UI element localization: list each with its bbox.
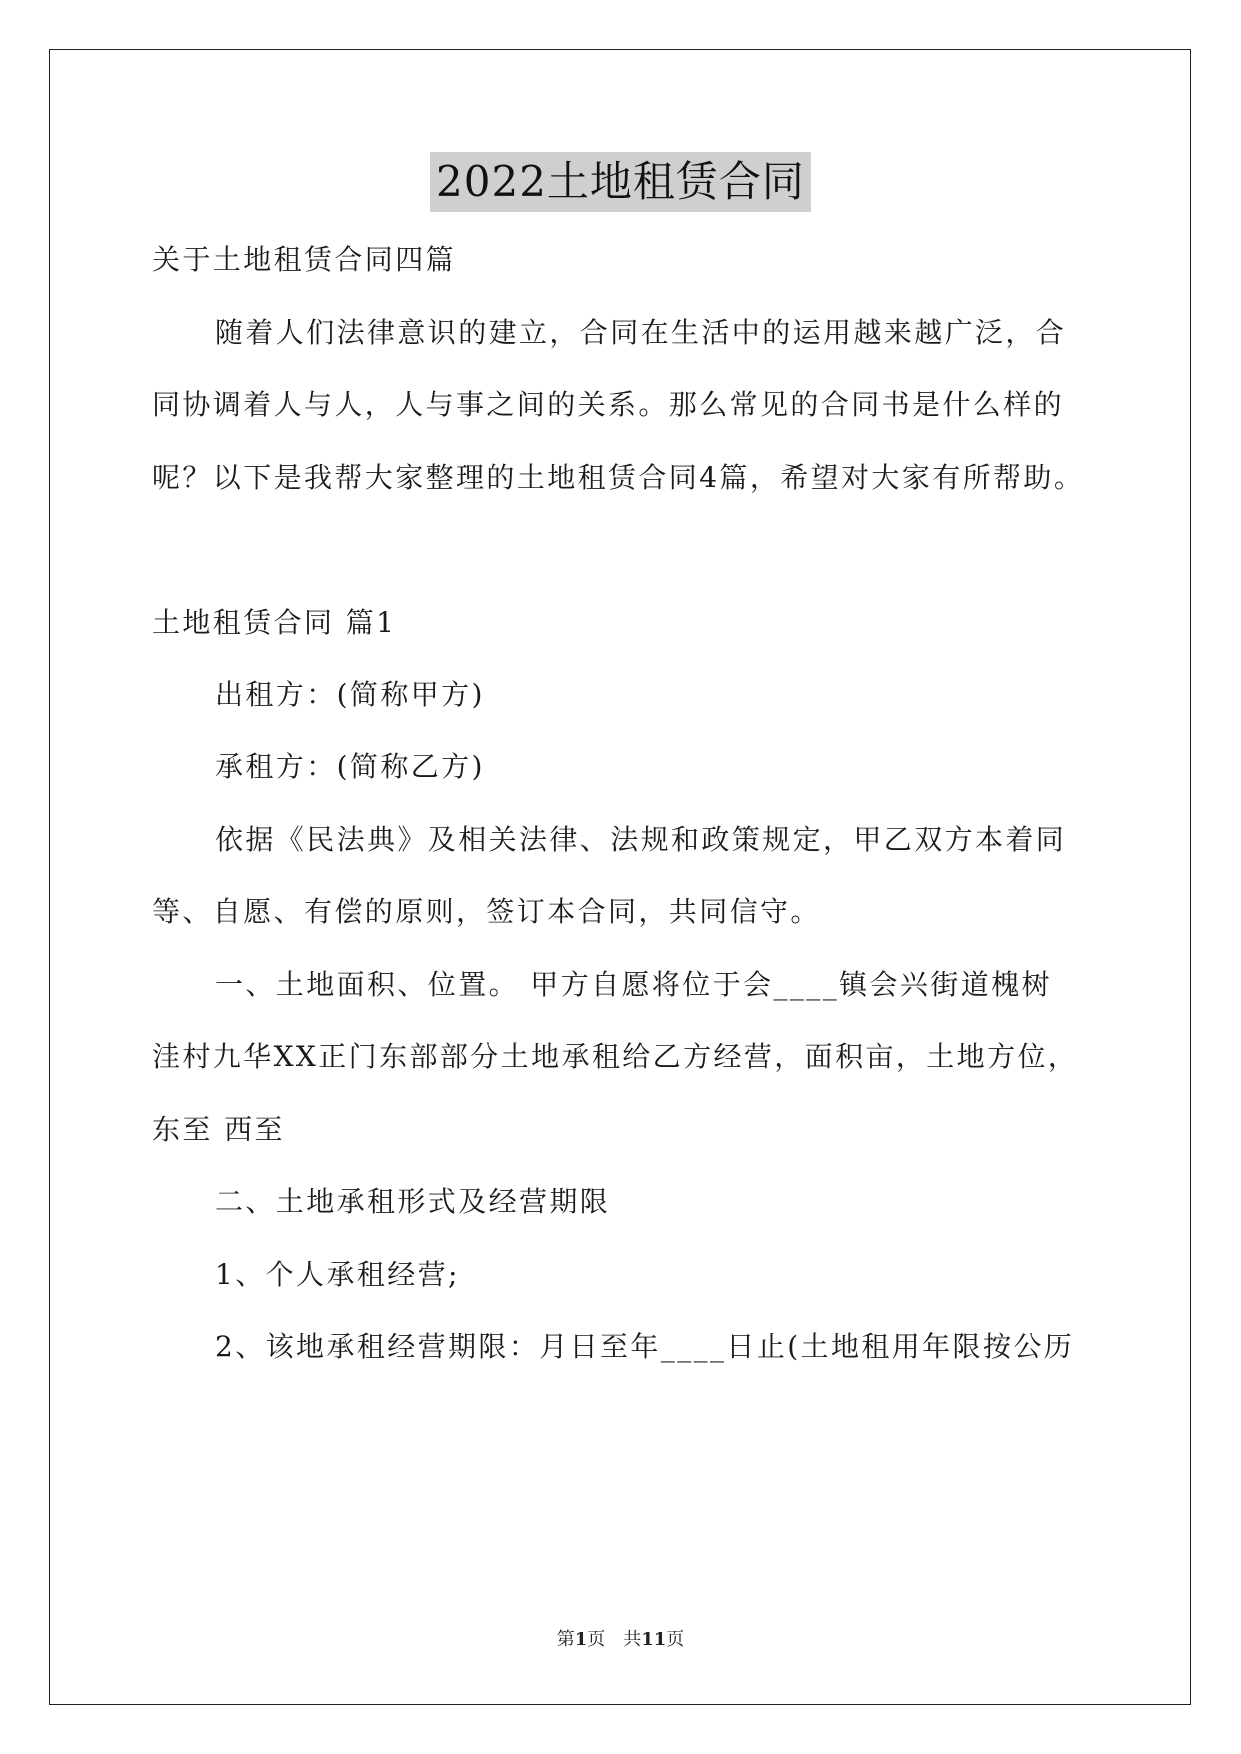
paragraph-line: 随着人们法律意识的建立，合同在生活中的运用越来越广泛，合 [215, 316, 1067, 349]
footer-page-prefix: 第 [556, 1629, 575, 1650]
document-title: 2022土地租赁合同 [430, 152, 811, 212]
paragraph-line: 出租方：(简称甲方) [215, 678, 485, 711]
paragraph-line: 等、自愿、有偿的原则，签订本合同，共同信守。 [152, 895, 821, 928]
paragraph-line: 2、该地承租经营期限：月日至年____日止(土地租用年限按公历 [215, 1330, 1075, 1363]
footer-page-current: 1 [574, 1629, 588, 1650]
footer-total-suffix: 页 [666, 1629, 685, 1650]
footer-page-total: 11 [641, 1629, 667, 1650]
paragraph-line: 承租方：(简称乙方) [215, 750, 485, 783]
paragraph-line: 依据《民法典》及相关法律、法规和政策规定，甲乙双方本着同 [215, 823, 1067, 856]
title-container [0, 152, 1241, 212]
paragraph-line: 东至 西至 [152, 1113, 285, 1146]
paragraph-line: 呢？以下是我帮大家整理的土地租赁合同4篇，希望对大家有所帮助。 [152, 461, 1085, 494]
footer-total-prefix: 共 [623, 1629, 642, 1650]
page-footer [0, 1628, 1241, 1652]
paragraph-line: 1、个人承租经营; [215, 1258, 460, 1291]
paragraph-line: 一、土地面积、位置。 甲方自愿将位于会____镇会兴街道槐树 [215, 968, 1052, 1001]
paragraph-line: 二、土地承租形式及经营期限 [215, 1185, 611, 1218]
page-border [49, 49, 1191, 1705]
subtitle-line: 关于土地租赁合同四篇 [152, 243, 457, 276]
paragraph-line: 同协调着人与人，人与事之间的关系。那么常见的合同书是什么样的 [152, 388, 1065, 421]
paragraph-line: 洼村九华XX正门东部部分土地承租给乙方经营，面积亩，土地方位， [152, 1040, 1079, 1073]
section-heading: 土地租赁合同 篇1 [152, 606, 397, 639]
footer-page-mid: 页 [587, 1629, 606, 1650]
